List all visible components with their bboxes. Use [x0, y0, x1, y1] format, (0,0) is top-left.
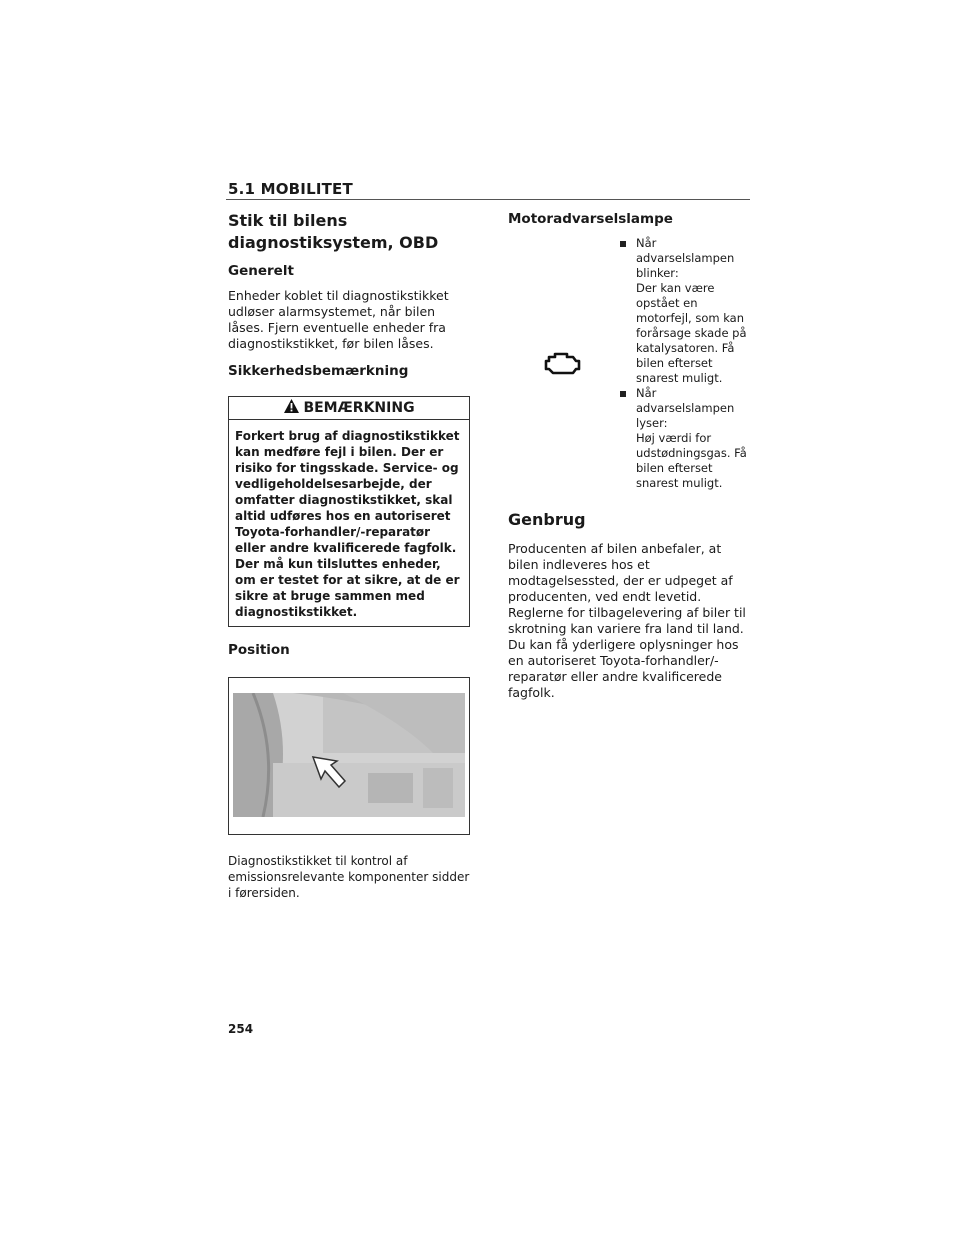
page-number: 254 — [228, 1022, 254, 1036]
check-engine-icon — [508, 236, 618, 491]
section-header: 5.1 MOBILITET — [228, 180, 353, 198]
recycling-text: Producenten af bilen anbefaler, at bilen indleveres hos et modtagelsessted, der er udpeget af producenten, ved endt levetid. Reglerne for tilbagelevering af biler til skrotning kan variere fra land til land. Du kan få yderligere oplysninger hos en autoriseret Toyota-forhandler/-reparatør eller andre kvalificerede fagfolk. — [508, 541, 746, 700]
engine-warning-block — [508, 236, 752, 491]
list-item-text: Der kan være opstået en motorfejl, som kan forårsage skade på katalysatoren. Få bilen efterset snarest muligt. — [636, 281, 747, 385]
obd-location-image — [233, 693, 465, 817]
notice-box — [228, 396, 470, 627]
engine-warning-heading: Motoradvarselslampe — [508, 211, 673, 227]
list-item-text: Høj værdi for udstødningsgas. Få bilen efterset snarest muligt. — [636, 431, 747, 490]
list-item — [618, 386, 752, 491]
section-divider — [226, 199, 750, 200]
notice-text: Forkert brug af diagnostikstikket kan medføre fejl i bilen. Der er risiko for tingsskade. Service- og vedligeholdelsesarbejde, der omfatter diagnostikstikket, skal altid udføres hos en autoriseret Toyota-forhandler/-reparatør eller andre kvalificerede fagfolk. Der må kun tilsluttes enheder, om er testet for at sikre, at de er sikre at bruge sammen med diagnostikstikket. — [235, 429, 460, 619]
left-column — [228, 210, 470, 913]
list-item-title: Når advarselslampen lyser: — [636, 386, 735, 430]
safety-heading: Sikkerhedsbemærkning — [228, 363, 409, 379]
engine-warning-list — [618, 236, 752, 491]
notice-label: BEMÆRKNING — [303, 400, 415, 416]
page-title: Stik til bilens diagnostiksystem, OBD — [228, 211, 439, 252]
general-text: Enheder koblet til diagnostikstikket udløser alarmsystemet, når bilen låses. Fjern eventuelle enheder fra diagnostikstikket, før bilen låses. — [228, 288, 449, 351]
obd-location-figure — [228, 677, 470, 835]
position-heading: Position — [228, 642, 290, 658]
notice-header — [229, 397, 469, 420]
warning-triangle-icon — [283, 398, 300, 418]
recycling-heading: Genbrug — [508, 510, 586, 529]
right-column — [508, 210, 752, 711]
figure-caption: Diagnostikstikket til kontrol af emissionsrelevante komponenter sidder i førersiden. — [228, 854, 470, 900]
list-item — [618, 236, 752, 386]
list-item-title: Når advarselslampen blinker: — [636, 236, 735, 280]
general-heading: Generelt — [228, 263, 294, 279]
